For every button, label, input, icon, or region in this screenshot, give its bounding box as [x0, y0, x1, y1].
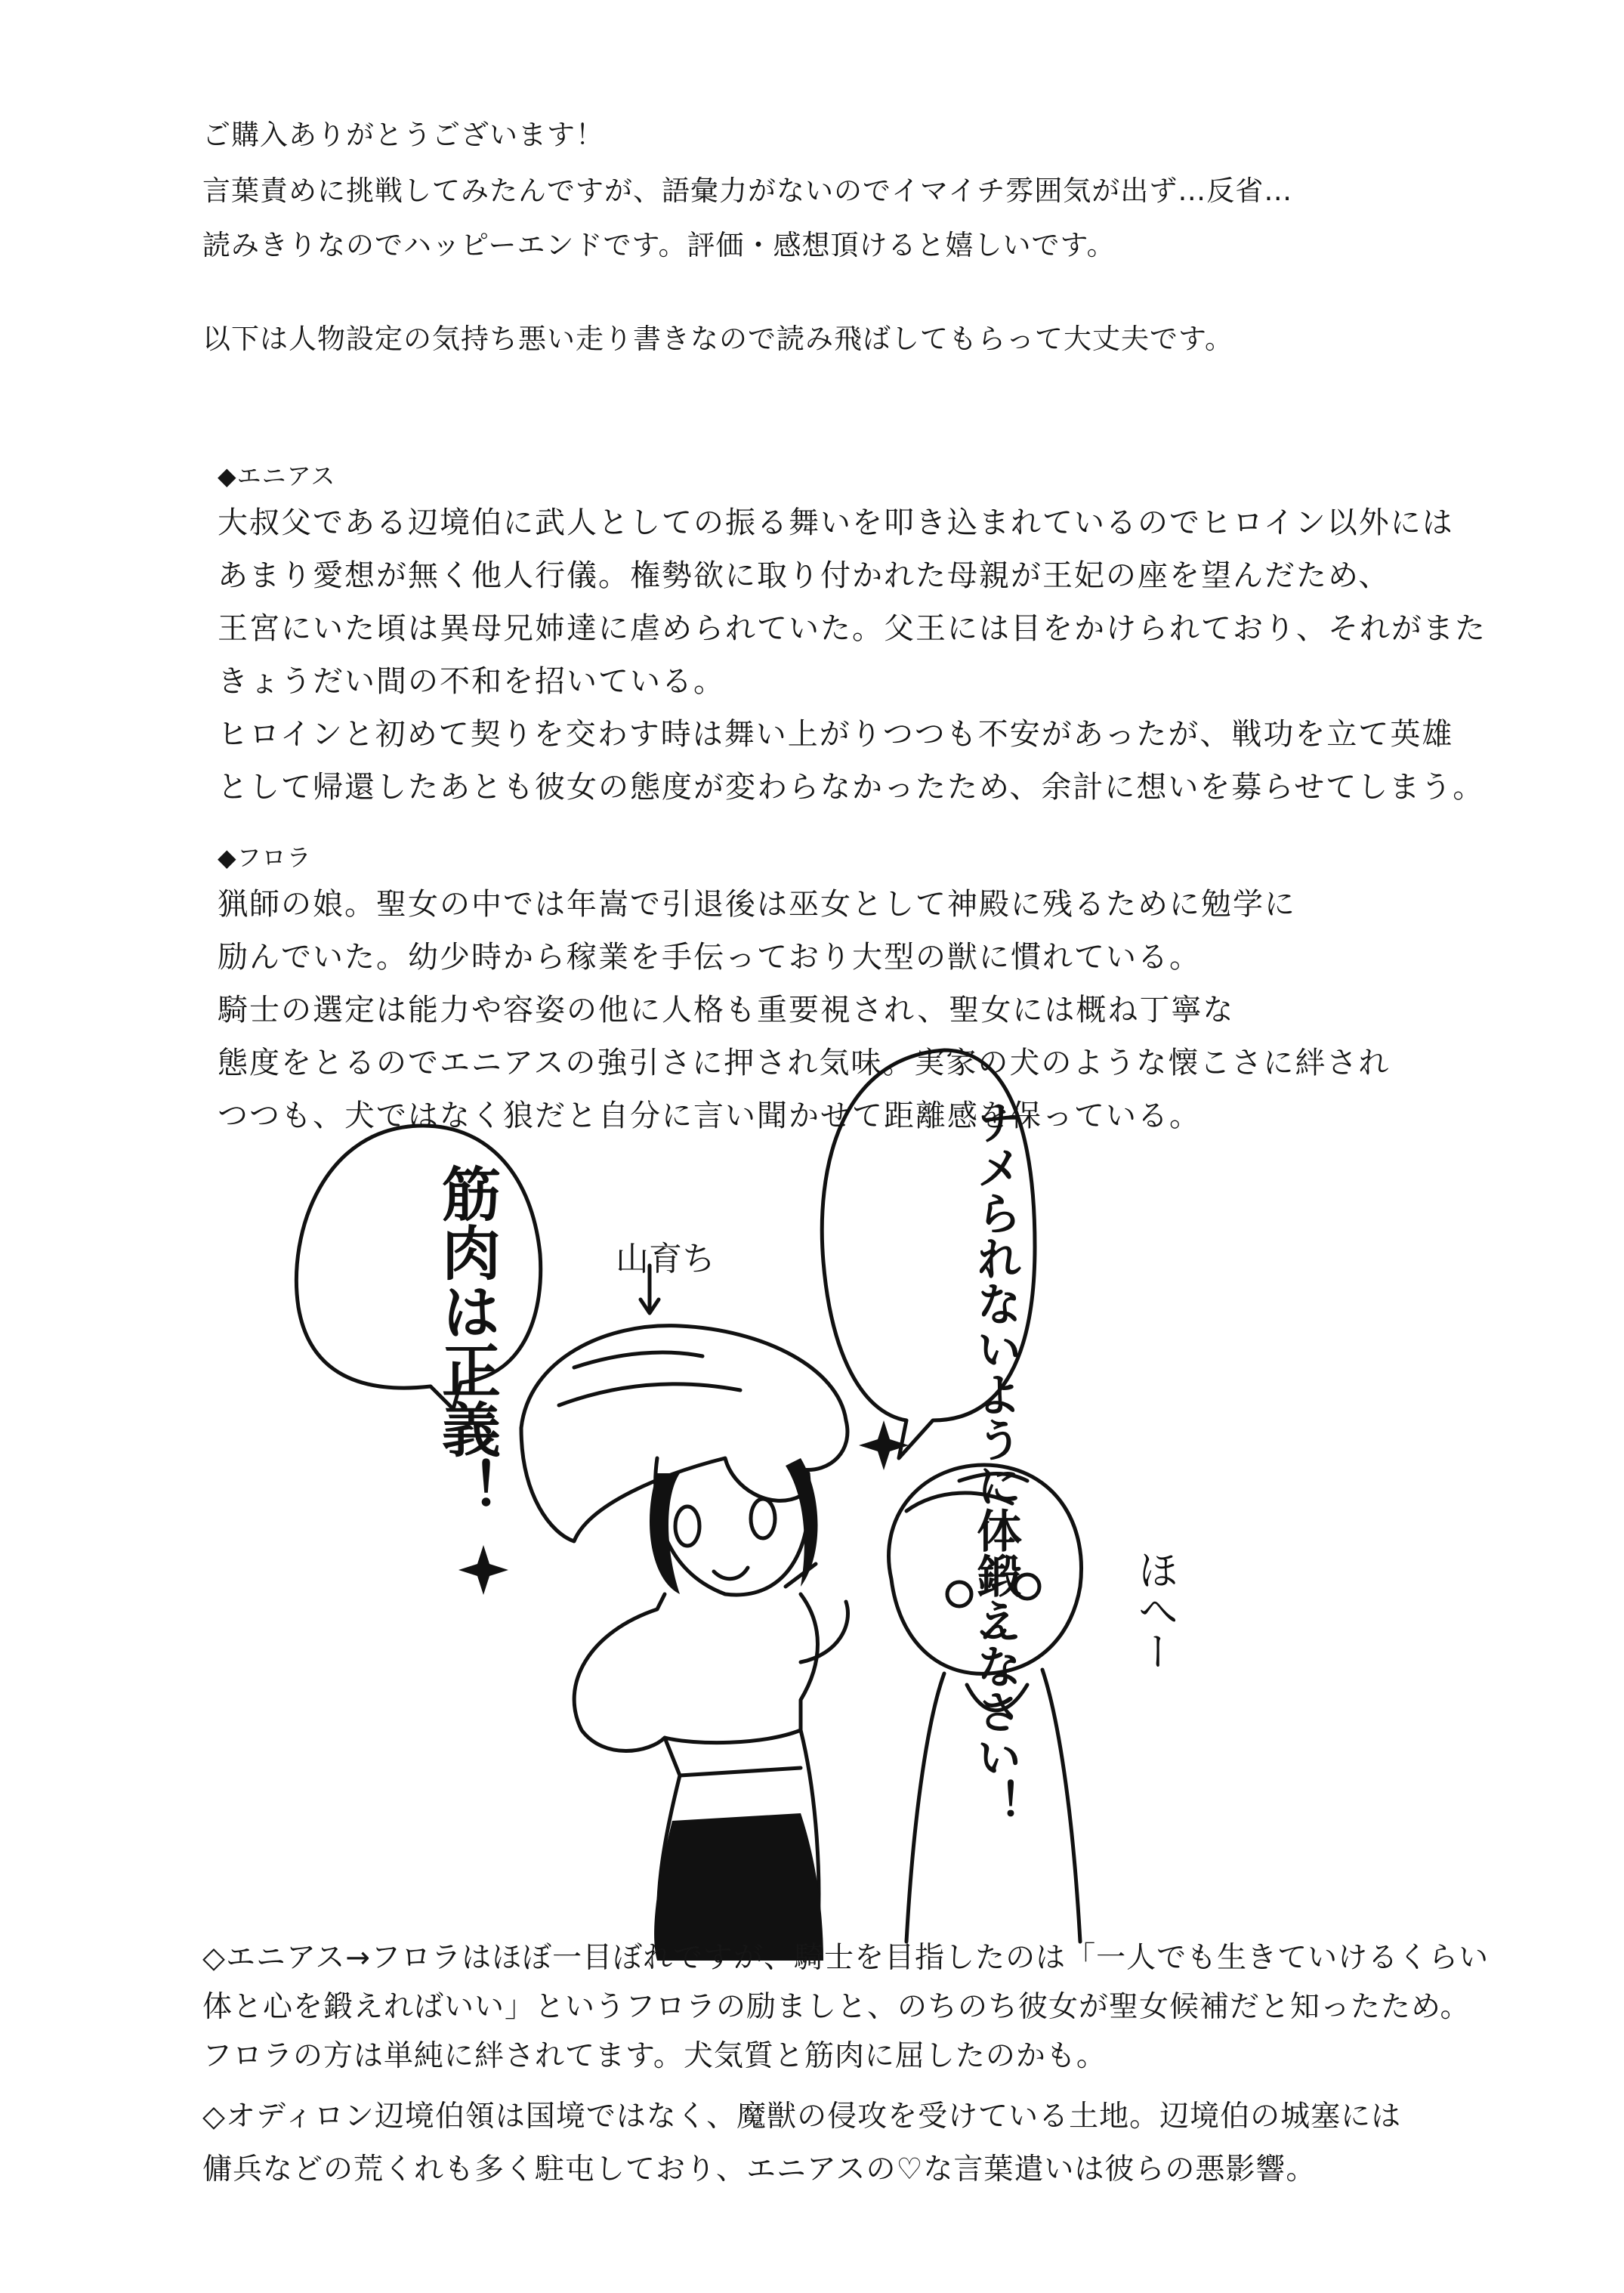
aeneas-line-2: あまり愛想が無く他人行儀。権勢欲に取り付かれた母親が王妃の座を望んだため、	[218, 558, 1391, 593]
arrow-label: 山育ち	[616, 1240, 715, 1278]
sparkle-icon	[859, 1420, 909, 1470]
aeneas-line-5: ヒロインと初めて契りを交わす時は舞い上がりつつも不安があったが、戦功を立て英雄	[218, 717, 1454, 752]
note-1-line-1: ◇エニアス→フロラはほぼ一目ぼれですが、騎士を目指したのは「一人でも生きていけるくらい	[202, 1941, 1490, 1975]
flora-line-3: 騎士の選定は能力や容姿の他に人格も重要視され、聖女には概ね丁寧な	[218, 993, 1235, 1028]
sparkle-icon	[458, 1545, 508, 1595]
intro-line-3: 読みきりなのでハッピーエンドです。評価・感想頂けると嬉しいです。	[202, 229, 1116, 261]
note-2-line-2: 傭兵などの荒くれも多く駐屯しており、エニアスの♡な言葉遣いは彼らの悪影響。	[202, 2152, 1317, 2186]
intro-line-2: 言葉責めに挑戦してみたんですが、語彙力がないのでイマイチ雰囲気が出ず…反省…	[202, 175, 1293, 207]
skip-note: 以下は人物設定の気持ち悪い走り書きなので読み飛ばしてもらって大丈夫です。	[202, 323, 1234, 355]
flora-line-2: 励んでいた。幼少時から稼業を手伝っており大型の獣に慣れている。	[218, 940, 1201, 975]
aeneas-line-4: きょうだい間の不和を招いている。	[218, 664, 725, 699]
note-1-line-2: 体と心を鍛えればいい」というフロラの励ましと、のちのち彼女が聖女候補だと知ったため。	[202, 1990, 1471, 2024]
flora-heading: ◆フロラ	[218, 843, 312, 872]
aeneas-heading: ◆エニアス	[218, 462, 336, 490]
left-bubble-text: 筋肉は正義！	[432, 1163, 500, 1517]
left-speech-bubble	[296, 1126, 540, 1517]
flora-line-5: つつも、犬ではなく狼だと自分に言い聞かせて距離感を保っている。	[218, 1099, 1201, 1133]
note-1-line-3: フロラの方は単純に絆されてます。犬気質と筋肉に屈したのかも。	[202, 2039, 1107, 2073]
flora-face	[656, 1458, 810, 1595]
aeneas-line-1: 大叔父である辺境伯に武人としての振る舞いを叩き込まれているのでヒロイン以外には	[218, 505, 1454, 540]
aeneas-line-3: 王宮にいた頃は異母兄姉達に虐められていた。父王には目をかけられており、それがまた	[218, 611, 1487, 646]
aeneas-line-6: として帰還したあとも彼女の態度が変わらなかったため、余計に想いを募らせてしまう。	[218, 770, 1485, 805]
note-2-line-1: ◇オディロン辺境伯領は国境ではなく、魔獣の侵攻を受けている土地。辺境伯の城塞には	[202, 2100, 1402, 2134]
intro-line-1: ご購入ありがとうございます！	[202, 119, 604, 151]
right-bubble-text: ナメられないように体鍛えなさい！	[969, 1099, 1022, 1825]
flora-line-1: 猟師の娘。聖女の中では年嵩で引退後は巫女として神殿に残るために勉学に	[218, 887, 1296, 922]
sound-effect-text: ほへー	[1132, 1549, 1179, 1671]
flora-line-4: 態度をとるのでエニアスの強引さに押され気味。実家の犬のような懐こさに絆され	[218, 1046, 1391, 1080]
